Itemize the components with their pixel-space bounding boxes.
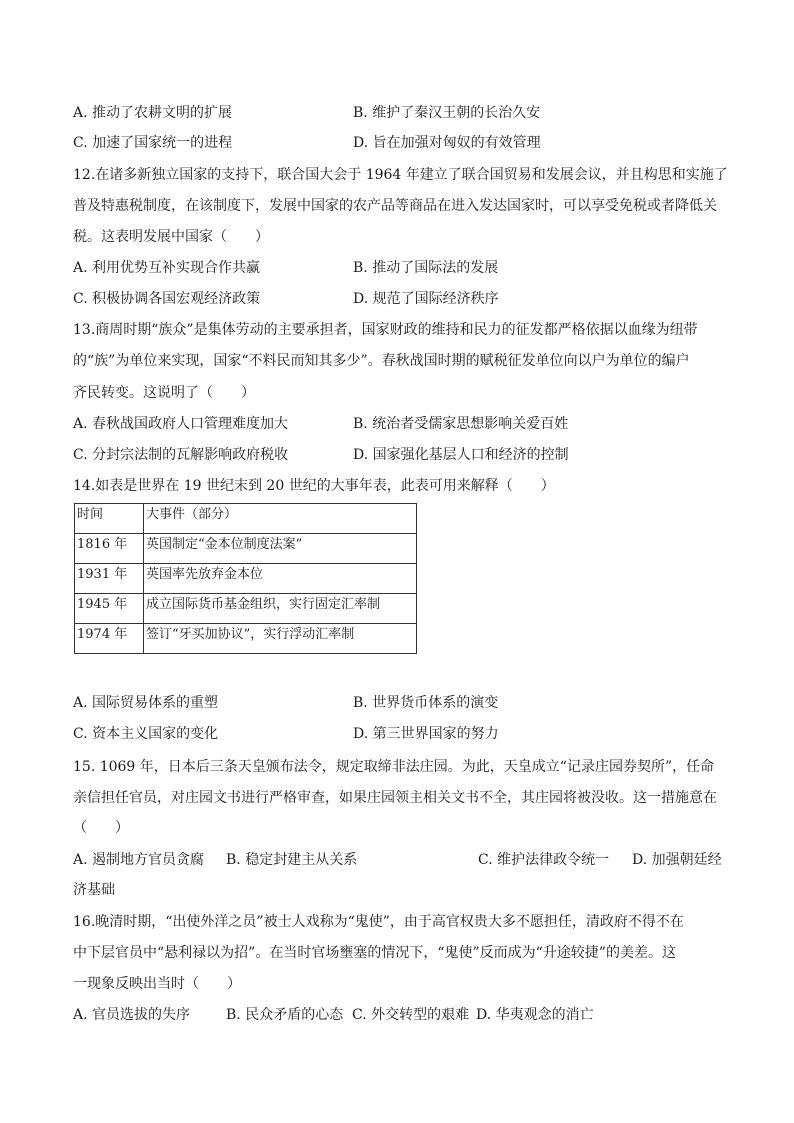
q12-stem-line-1: 12.在诸多新独立国家的支持下，联合国大会于 1964 年建立了联合国贸易和发展会议，并且构思和实施了 (73, 167, 728, 183)
q13-option-d: D. 国家强化基层人口和经济的控制 (353, 447, 569, 463)
table-cell-event: 成立国际货币基金组织，实行固定汇率制 (144, 594, 417, 624)
q13-stem-line-3: 齐民转变。这说明了（ ） (73, 385, 255, 401)
table-header-row (75, 504, 417, 534)
q12-option-b: B. 推动了国际法的发展 (353, 260, 499, 276)
q13-stem-line-2: 的“族”为单位来实现，国家“不料民而知其多少”。春秋战国时期的赋税征发单位向以户为单位的编户 (73, 353, 690, 369)
table-header-event: 大事件（部分） (144, 504, 417, 534)
table-cell-event: 签订“牙买加协议”，实行浮动汇率制 (144, 624, 417, 654)
events-table (74, 503, 417, 654)
q15-option-d-wrap: 济基础 (73, 882, 115, 898)
q15-option-d: D. 加强朝廷经 (632, 852, 722, 868)
table-row (75, 624, 417, 654)
q14-option-b: B. 世界货币体系的演变 (353, 695, 499, 711)
q13-stem-line-1: 13.商周时期“族众”是集体劳动的主要承担者，国家财政的维持和民力的征发都严格依据以血缘为纽带 (73, 322, 698, 338)
q12-stem-line-3: 税。这表明发展中国家（ ） (73, 229, 269, 245)
q13-option-c: C. 分封宗法制的瓦解影响政府税收 (73, 447, 289, 463)
q15-option-c: C. 维护法律政令统一 (478, 852, 610, 868)
q11-option-c: C. 加速了国家统一的进程 (73, 135, 233, 151)
q15-option-a: A. 遏制地方官员贪腐 (73, 852, 205, 868)
q14-option-a: A. 国际贸易体系的重塑 (73, 695, 219, 711)
q16-option-b: B. 民众矛盾的心态 (226, 1007, 344, 1023)
table-cell-event: 英国率先放弃金本位 (144, 564, 417, 594)
table-cell-year: 1816 年 (75, 534, 144, 564)
table-row (75, 594, 417, 624)
q16-option-d: D. 华夷观念的消亡 (476, 1007, 594, 1023)
table-cell-year: 1931 年 (75, 564, 144, 594)
q15-stem-line-1: 15. 1069 年，日本后三条天皇颁布法令，规定取缔非法庄园。为此，天皇成立“记录庄园券契所”，任命 (73, 759, 715, 775)
q14-option-c: C. 资本主义国家的变化 (73, 726, 219, 742)
q15-option-b: B. 稳定封建主从关系 (226, 852, 358, 868)
table-cell-year: 1974 年 (75, 624, 144, 654)
q16-stem-line-1: 16.晚清时期，“出使外洋之员”被士人戏称为“鬼使”，由于高官权贵大多不愿担任，清政府不得不在 (73, 914, 684, 930)
table-row (75, 564, 417, 594)
q11-option-a: A. 推动了农耕文明的扩展 (73, 105, 233, 121)
q13-option-a: A. 春秋战国政府人口管理难度加大 (73, 416, 289, 432)
q14-option-d: D. 第三世界国家的努力 (353, 726, 499, 742)
q12-stem-line-2: 普及特惠税制度，在该制度下，发展中国家的农产品等商品在进入发达国家时，可以享受免税或者降低关 (73, 198, 717, 214)
q12-option-c: C. 积极协调各国宏观经济政策 (73, 291, 261, 307)
q12-option-d: D. 规范了国际经济秩序 (353, 291, 499, 307)
q16-stem-line-2: 中下层官员中“悬利禄以为招”。在当时官场壅塞的情况下，“鬼使”反而成为“升途较捷”的美差。这 (73, 945, 676, 961)
q16-stem-line-3: 一现象反映出当时（ ） (73, 976, 241, 992)
q16-option-a: A. 官员选拔的失序 (73, 1007, 191, 1023)
q12-option-a: A. 利用优势互补实现合作共赢 (73, 260, 261, 276)
q11-option-b: B. 维护了秦汉王朝的长治久安 (353, 105, 541, 121)
q13-option-b: B. 统治者受儒家思想影响关爱百姓 (353, 416, 569, 432)
table-cell-event: 英国制定“金本位制度法案” (144, 534, 417, 564)
q11-option-d: D. 旨在加强对匈奴的有效管理 (353, 135, 541, 151)
q15-stem-line-2: 亲信担任官员，对庄园文书进行严格审查，如果庄园领主相关文书不全，其庄园将被没收。这一措施意在 (73, 790, 717, 806)
q14-stem-line-1: 14.如表是世界在 19 世纪末到 20 世纪的大事年表，此表可用来解释（ ） (73, 478, 555, 494)
q15-stem-line-3: （ ） (73, 820, 129, 836)
table-row (75, 534, 417, 564)
table-cell-year: 1945 年 (75, 594, 144, 624)
table-header-time: 时间 (75, 504, 144, 534)
q16-option-c: C. 外交转型的艰难 (352, 1007, 470, 1023)
